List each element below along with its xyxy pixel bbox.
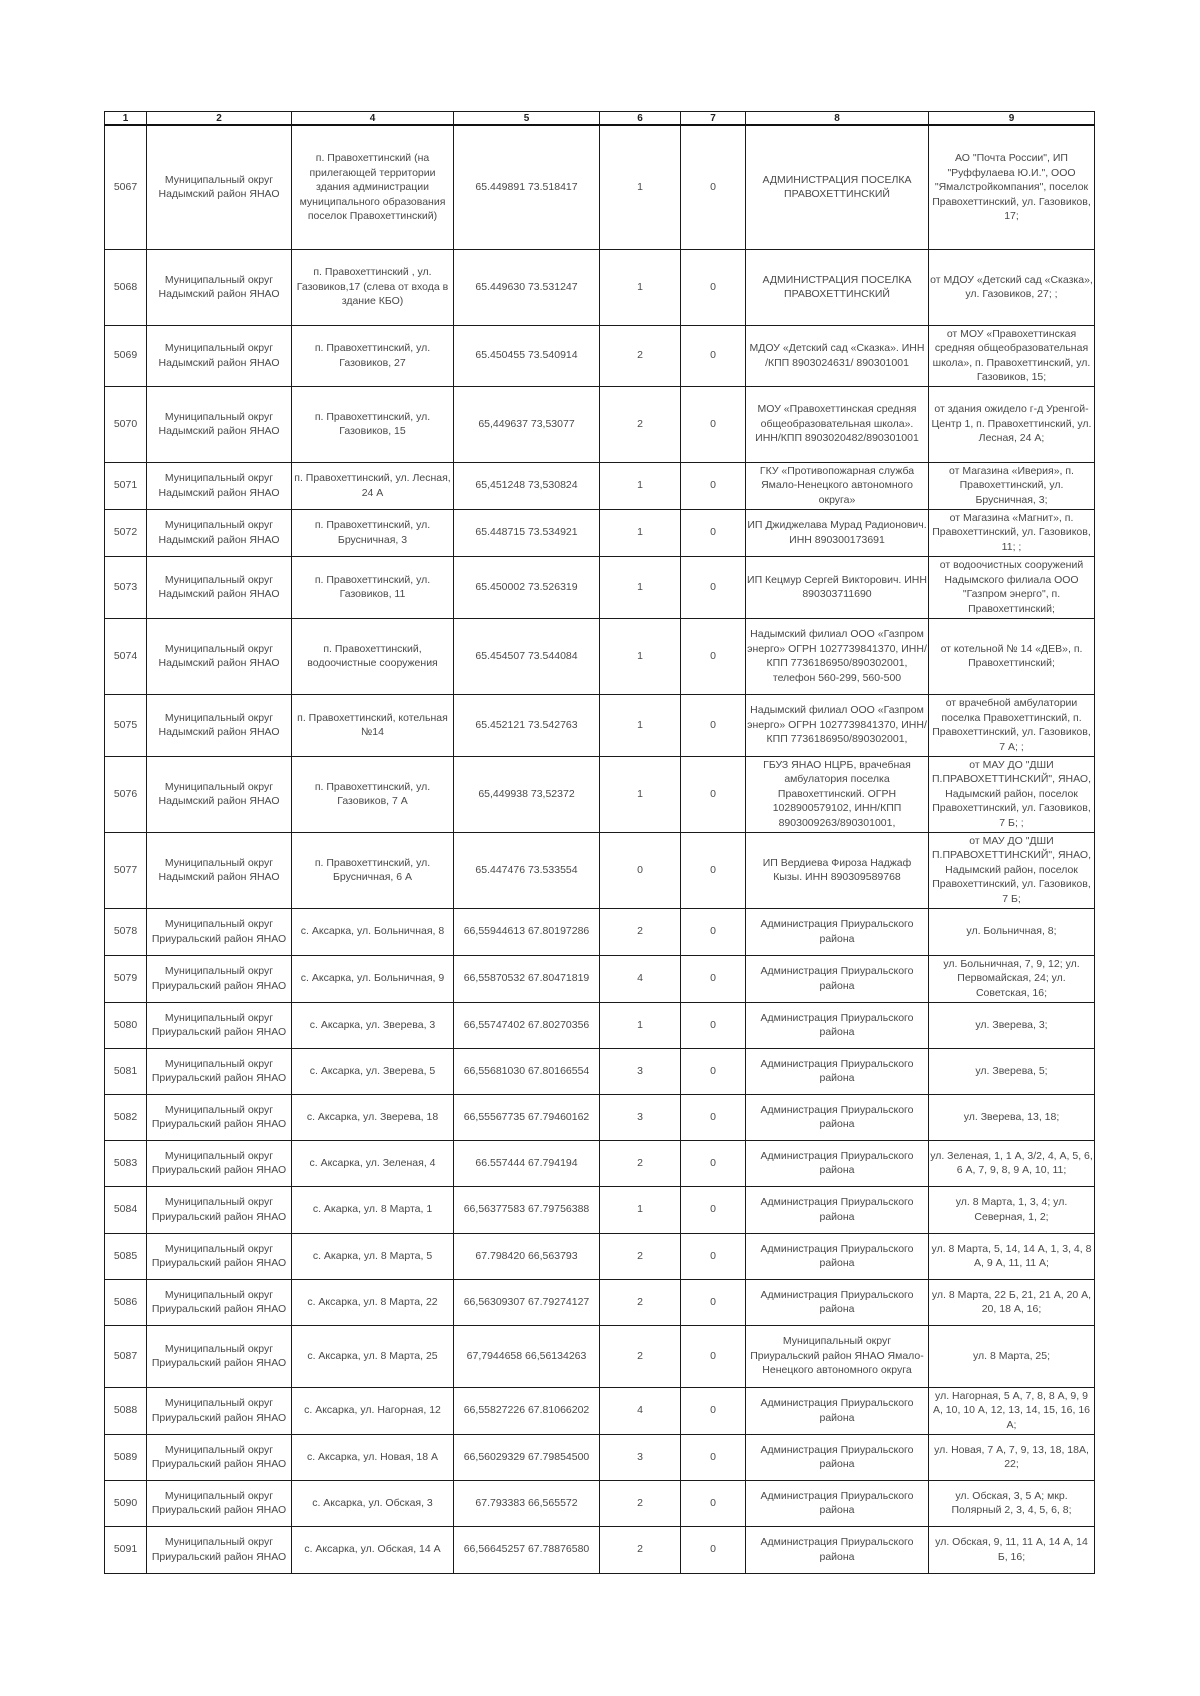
row-owner: ГКУ «Противопожарная служба Ямало-Ненецкого автономного округа» [746,462,929,509]
row-col-6: 2 [600,1233,681,1279]
row-number: 5067 [105,125,147,249]
row-col-6: 2 [600,1140,681,1186]
row-sources: от МДОУ «Детский сад «Сказка», ул. Газовиков, 27; ; [929,249,1095,325]
table-row [105,1186,1095,1233]
row-address: с. Акарка, ул. 8 Марта, 5 [292,1233,454,1279]
row-district: Муниципальный округ Приуральский район ЯНАО [147,1325,292,1387]
row-owner: Администрация Приуральского района [746,1387,929,1434]
row-owner: ИП Кецмур Сергей Викторович. ИНН 890303711690 [746,556,929,618]
row-coordinates: 65.449891 73.518417 [454,125,600,249]
row-number: 5070 [105,386,147,462]
table-row [105,1387,1095,1434]
row-number: 5071 [105,462,147,509]
row-col-7: 0 [681,832,746,908]
row-sources: ул. Зверева, 13, 18; [929,1094,1095,1140]
row-owner: Надымский филиал ООО «Газпром энерго» ОГРН 1027739841370, ИНН/КПП 7736186950/890302001, [746,694,929,756]
row-owner: Администрация Приуральского района [746,1002,929,1048]
row-owner: Администрация Приуральского района [746,1279,929,1325]
row-address: с. Аксарка, ул. Новая, 18 А [292,1434,454,1480]
row-address: с. Аксарка, ул. Больничная, 8 [292,908,454,955]
row-address: п. Правохеттинский, ул. Лесная, 24 А [292,462,454,509]
row-district: Муниципальный округ Надымский район ЯНАО [147,462,292,509]
table-row [105,1094,1095,1140]
row-district: Муниципальный округ Надымский район ЯНАО [147,756,292,832]
row-owner: МОУ «Правохеттинская средняя общеобразовательная школа». ИНН/КПП 8903020482/890301001 [746,386,929,462]
row-coordinates: 67.793383 66,565572 [454,1480,600,1526]
row-address: п. Правохеттинский, ул. Брусничная, 6 А [292,832,454,908]
table-row [105,556,1095,618]
registry-table [104,111,1095,1574]
row-address: п. Правохеттинский (на прилегающей территории здания администрации муниципального образования поселок Правохеттинский) [292,125,454,249]
row-col-7: 0 [681,1434,746,1480]
table-row [105,1325,1095,1387]
row-address: п. Правохеттинский, ул. Газовиков, 11 [292,556,454,618]
row-col-7: 0 [681,509,746,556]
header-col-7: 7 [681,112,746,126]
header-col-8: 8 [746,112,929,126]
row-number: 5085 [105,1233,147,1279]
row-district: Муниципальный округ Приуральский район ЯНАО [147,1480,292,1526]
row-district: Муниципальный округ Приуральский район ЯНАО [147,1002,292,1048]
row-col-7: 0 [681,1480,746,1526]
row-district: Муниципальный округ Приуральский район ЯНАО [147,1140,292,1186]
header-col-9: 9 [929,112,1095,126]
row-district: Муниципальный округ Надымский район ЯНАО [147,618,292,694]
row-coordinates: 67,7944658 66,56134263 [454,1325,600,1387]
row-col-7: 0 [681,618,746,694]
row-address: с. Аксарка, ул. Обская, 14 А [292,1526,454,1573]
row-coordinates: 66,55747402 67.80270356 [454,1002,600,1048]
header-col-5: 5 [454,112,600,126]
row-number: 5089 [105,1434,147,1480]
row-owner: Администрация Приуральского района [746,1434,929,1480]
row-sources: от МАУ ДО "ДШИ П.ПРАВОХЕТТИНСКИЙ", ЯНАО, Надымский район, поселок Правохеттинский, ул. Газовиков, 7 Б; [929,832,1095,908]
header-col-2: 2 [147,112,292,126]
row-coordinates: 66,55567735 67.79460162 [454,1094,600,1140]
row-address: п. Правохеттинский, ул. Газовиков, 15 [292,386,454,462]
row-col-7: 0 [681,1186,746,1233]
row-sources: ул. Больничная, 7, 9, 12; ул. Первомайская, 24; ул. Советская, 16; [929,955,1095,1002]
row-col-7: 0 [681,1002,746,1048]
row-col-7: 0 [681,756,746,832]
row-col-7: 0 [681,1048,746,1094]
row-col-6: 2 [600,325,681,386]
row-sources: ул. 8 Марта, 5, 14, 14 А, 1, 3, 4, 8 А, 9 А, 11, 11 А; [929,1233,1095,1279]
row-coordinates: 66,56377583 67.79756388 [454,1186,600,1233]
row-number: 5091 [105,1526,147,1573]
header-row [105,112,1095,126]
row-owner: МДОУ «Детский сад «Сказка». ИНН /КПП 8903024631/ 890301001 [746,325,929,386]
row-address: п. Правохеттинский, ул. Газовиков, 27 [292,325,454,386]
table-row [105,1279,1095,1325]
row-owner: АДМИНИСТРАЦИЯ ПОСЕЛКА ПРАВОХЕТТИНСКИЙ [746,249,929,325]
header-col-1: 1 [105,112,147,126]
row-col-7: 0 [681,694,746,756]
row-sources: от МАУ ДО "ДШИ П.ПРАВОХЕТТИНСКИЙ", ЯНАО, Надымский район, поселок Правохеттинский, ул. Газовиков, 7 Б; ; [929,756,1095,832]
row-col-6: 2 [600,386,681,462]
row-number: 5073 [105,556,147,618]
row-owner: Администрация Приуральского района [746,955,929,1002]
row-coordinates: 65.449630 73.531247 [454,249,600,325]
row-sources: АО "Почта России", ИП "Руффулаева Ю.И.", ООО "Ямалстройкомпания", поселок Правохеттинский, ул. Газовиков, 17; [929,125,1095,249]
row-col-6: 0 [600,832,681,908]
row-address: с. Аксарка, ул. Нагорная, 12 [292,1387,454,1434]
row-number: 5072 [105,509,147,556]
row-district: Муниципальный округ Приуральский район ЯНАО [147,1094,292,1140]
header-col-4: 4 [292,112,454,126]
row-owner: Администрация Приуральского района [746,1140,929,1186]
row-number: 5077 [105,832,147,908]
row-address: п. Правохеттинский, котельная №14 [292,694,454,756]
row-district: Муниципальный округ Приуральский район ЯНАО [147,1526,292,1573]
row-sources: ул. 8 Марта, 22 Б, 21, 21 А, 20 А, 20, 18 А, 16; [929,1279,1095,1325]
row-col-7: 0 [681,249,746,325]
row-address: п. Правохеттинский , ул. Газовиков,17 (слева от входа в здание КБО) [292,249,454,325]
row-number: 5088 [105,1387,147,1434]
table-row [105,1480,1095,1526]
row-coordinates: 65.450455 73.540914 [454,325,600,386]
row-district: Муниципальный округ Надымский район ЯНАО [147,832,292,908]
row-owner: Администрация Приуральского района [746,1186,929,1233]
row-col-7: 0 [681,1325,746,1387]
table-row [105,462,1095,509]
row-number: 5078 [105,908,147,955]
row-coordinates: 65.447476 73.533554 [454,832,600,908]
row-district: Муниципальный округ Надымский район ЯНАО [147,125,292,249]
row-col-6: 1 [600,1186,681,1233]
row-sources: ул. Обская, 3, 5 А; мкр. Полярный 2, 3, 4, 5, 6, 8; [929,1480,1095,1526]
table-row [105,386,1095,462]
row-sources: от котельной № 14 «ДЕВ», п. Правохеттинский; [929,618,1095,694]
row-col-7: 0 [681,1387,746,1434]
row-col-6: 1 [600,618,681,694]
row-col-6: 2 [600,1526,681,1573]
row-col-7: 0 [681,1140,746,1186]
row-coordinates: 66,55944613 67.80197286 [454,908,600,955]
row-district: Муниципальный округ Приуральский район ЯНАО [147,1233,292,1279]
table-row [105,1434,1095,1480]
row-number: 5081 [105,1048,147,1094]
row-number: 5090 [105,1480,147,1526]
table-row [105,908,1095,955]
row-col-7: 0 [681,955,746,1002]
row-district: Муниципальный округ Надымский район ЯНАО [147,325,292,386]
row-owner: Администрация Приуральского района [746,1526,929,1573]
row-sources: от Магазина «Иверия», п. Правохеттинский, ул. Брусничная, 3; [929,462,1095,509]
row-col-6: 1 [600,125,681,249]
row-coordinates: 66,56309307 67.79274127 [454,1279,600,1325]
row-col-6: 3 [600,1048,681,1094]
row-coordinates: 65.452121 73.542763 [454,694,600,756]
row-district: Муниципальный округ Приуральский район ЯНАО [147,1387,292,1434]
row-district: Муниципальный округ Приуральский район ЯНАО [147,1434,292,1480]
row-coordinates: 65.450002 73.526319 [454,556,600,618]
table-row [105,1526,1095,1573]
table-row [105,955,1095,1002]
table-row [105,509,1095,556]
row-number: 5086 [105,1279,147,1325]
row-owner: ИП Джиджелава Мурад Радионович. ИНН 890300173691 [746,509,929,556]
row-coordinates: 65,449637 73,53077 [454,386,600,462]
row-owner: Администрация Приуральского района [746,1233,929,1279]
row-owner: Муниципальный округ Приуральский район ЯНАО Ямало-Ненецкого автономного округа [746,1325,929,1387]
row-col-6: 2 [600,1279,681,1325]
table-row [105,249,1095,325]
row-owner: Надымский филиал ООО «Газпром энерго» ОГРН 1027739841370, ИНН/КПП 7736186950/890302001, телефон 560-299, 560-500 [746,618,929,694]
row-number: 5083 [105,1140,147,1186]
row-col-6: 1 [600,556,681,618]
row-coordinates: 66.557444 67.794194 [454,1140,600,1186]
row-address: с. Аксарка, ул. Зверева, 18 [292,1094,454,1140]
row-owner: Администрация Приуральского района [746,1048,929,1094]
row-address: с. Аксарка, ул. Зеленая, 4 [292,1140,454,1186]
row-coordinates: 67.798420 66,563793 [454,1233,600,1279]
table-row [105,832,1095,908]
row-address: с. Аксарка, ул. Зверева, 5 [292,1048,454,1094]
row-col-7: 0 [681,908,746,955]
row-address: с. Акарка, ул. 8 Марта, 1 [292,1186,454,1233]
row-sources: от МОУ «Правохеттинская средняя общеобразовательная школа», п. Правохеттинский, ул. Газовиков, 15; [929,325,1095,386]
row-col-6: 1 [600,1002,681,1048]
table-row [105,756,1095,832]
table-row [105,325,1095,386]
row-coordinates: 65,449938 73,52372 [454,756,600,832]
row-sources: от врачебной амбулатории поселка Правохеттинский, п. Правохеттинский, ул. Газовиков, 7 А; ; [929,694,1095,756]
row-number: 5075 [105,694,147,756]
table-row [105,125,1095,249]
row-col-7: 0 [681,556,746,618]
row-sources: ул. Нагорная, 5 А, 7, 8, 8 А, 9, 9 А, 10, 10 А, 12, 13, 14, 15, 16, 16 А; [929,1387,1095,1434]
row-col-7: 0 [681,386,746,462]
row-district: Муниципальный округ Приуральский район ЯНАО [147,1048,292,1094]
row-number: 5069 [105,325,147,386]
table-row [105,1233,1095,1279]
row-address: с. Аксарка, ул. 8 Марта, 25 [292,1325,454,1387]
row-district: Муниципальный округ Приуральский район ЯНАО [147,1279,292,1325]
row-address: с. Аксарка, ул. Обская, 3 [292,1480,454,1526]
row-number: 5080 [105,1002,147,1048]
row-number: 5084 [105,1186,147,1233]
row-district: Муниципальный округ Приуральский район ЯНАО [147,955,292,1002]
row-sources: ул. 8 Марта, 1, 3, 4; ул. Северная, 1, 2; [929,1186,1095,1233]
row-coordinates: 65.454507 73.544084 [454,618,600,694]
row-district: Муниципальный округ Надымский район ЯНАО [147,694,292,756]
row-col-6: 3 [600,1094,681,1140]
row-sources: ул. Зверева, 5; [929,1048,1095,1094]
row-col-7: 0 [681,1279,746,1325]
row-col-6: 1 [600,249,681,325]
table-header [105,112,1095,126]
row-address: с. Аксарка, ул. 8 Марта, 22 [292,1279,454,1325]
row-district: Муниципальный округ Надымский район ЯНАО [147,249,292,325]
row-col-6: 2 [600,1325,681,1387]
row-number: 5076 [105,756,147,832]
row-col-6: 4 [600,955,681,1002]
row-coordinates: 66,55827226 67.81066202 [454,1387,600,1434]
row-col-7: 0 [681,1233,746,1279]
table-row [105,1002,1095,1048]
row-district: Муниципальный округ Надымский район ЯНАО [147,556,292,618]
row-coordinates: 66,56645257 67.78876580 [454,1526,600,1573]
row-address: п. Правохеттинский, водоочистные сооружения [292,618,454,694]
row-coordinates: 66,56029329 67.79854500 [454,1434,600,1480]
row-col-6: 2 [600,908,681,955]
table-row [105,694,1095,756]
row-number: 5074 [105,618,147,694]
row-col-6: 1 [600,509,681,556]
table-row [105,1140,1095,1186]
row-coordinates: 66,55681030 67.80166554 [454,1048,600,1094]
row-sources: ул. Зверева, 3; [929,1002,1095,1048]
table-row [105,618,1095,694]
row-owner: ИП Вердиева Фироза Наджаф Кызы. ИНН 890309589768 [746,832,929,908]
row-col-7: 0 [681,125,746,249]
row-coordinates: 65,451248 73,530824 [454,462,600,509]
row-col-7: 0 [681,1094,746,1140]
row-owner: ГБУЗ ЯНАО НЦРБ, врачебная амбулатория поселка Правохеттинский. ОГРН 1028900579102, ИНН/КПП 8903009263/890301001, [746,756,929,832]
row-district: Муниципальный округ Надымский район ЯНАО [147,509,292,556]
row-number: 5082 [105,1094,147,1140]
row-address: п. Правохеттинский, ул. Брусничная, 3 [292,509,454,556]
row-number: 5068 [105,249,147,325]
row-col-6: 1 [600,756,681,832]
header-col-6: 6 [600,112,681,126]
row-owner: Администрация Приуральского района [746,1480,929,1526]
row-address: с. Аксарка, ул. Больничная, 9 [292,955,454,1002]
row-district: Муниципальный округ Надымский район ЯНАО [147,386,292,462]
row-number: 5079 [105,955,147,1002]
row-address: с. Аксарка, ул. Зверева, 3 [292,1002,454,1048]
row-sources: от Магазина «Магнит», п. Правохеттинский, ул. Газовиков, 11; ; [929,509,1095,556]
row-owner: Администрация Приуральского района [746,908,929,955]
row-sources: ул. Зеленая, 1, 1 А, 3/2, 4, А, 5, 6, 6 А, 7, 9, 8, 9 А, 10, 11; [929,1140,1095,1186]
row-col-7: 0 [681,462,746,509]
row-col-6: 4 [600,1387,681,1434]
row-col-6: 1 [600,462,681,509]
row-coordinates: 66,55870532 67.80471819 [454,955,600,1002]
row-sources: ул. Обская, 9, 11, 11 А, 14 А, 14 Б, 16; [929,1526,1095,1573]
row-number: 5087 [105,1325,147,1387]
row-district: Муниципальный округ Приуральский район ЯНАО [147,908,292,955]
row-district: Муниципальный округ Приуральский район ЯНАО [147,1186,292,1233]
row-col-6: 3 [600,1434,681,1480]
row-sources: от здания ожидело г-д Уренгой-Центр 1, п. Правохеттинский, ул. Лесная, 24 А; [929,386,1095,462]
row-col-7: 0 [681,325,746,386]
row-coordinates: 65.448715 73.534921 [454,509,600,556]
row-col-6: 1 [600,694,681,756]
table-body [105,125,1095,1573]
row-col-7: 0 [681,1526,746,1573]
table-row [105,1048,1095,1094]
row-sources: ул. Новая, 7 А, 7, 9, 13, 18, 18А, 22; [929,1434,1095,1480]
row-address: п. Правохеттинский, ул. Газовиков, 7 А [292,756,454,832]
row-sources: ул. 8 Марта, 25; [929,1325,1095,1387]
row-owner: АДМИНИСТРАЦИЯ ПОСЕЛКА ПРАВОХЕТТИНСКИЙ [746,125,929,249]
row-sources: от водоочистных сооружений Надымского филиала ООО "Газпром энерго", п. Правохеттинский; [929,556,1095,618]
row-col-6: 2 [600,1480,681,1526]
row-sources: ул. Больничная, 8; [929,908,1095,955]
row-owner: Администрация Приуральского района [746,1094,929,1140]
